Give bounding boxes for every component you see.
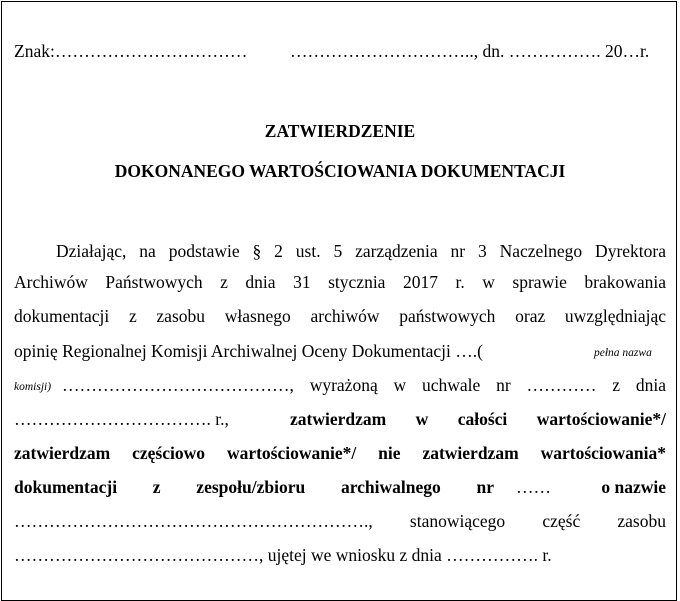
commission-hint-end: komisji)	[14, 381, 52, 393]
place-date-field: ………………………….., dn. ……………. 20…r.	[290, 41, 650, 61]
body-line-4-text: opinię Regionalnej Komisji Archiwalnej Oceny Dokumentacji ….(	[14, 341, 483, 361]
document-title: ZATWIERDZENIE	[264, 121, 416, 141]
body-line-6b: zatwierdzam w całości wartościowanie*/	[290, 409, 666, 429]
body-line-1: Działając, na podstawie § 2 ust. 5 zarządzenia nr 3 Naczelnego Dyrektora	[56, 241, 666, 261]
body-line-8b: ……	[516, 477, 551, 497]
body-line-5: …………………………………, wyrażoną w uchwale nr ………… z dnia	[62, 375, 666, 395]
body-line-10: ……………………………………, ujętej we wniosku z dnia ……………. r.	[14, 545, 552, 565]
body-line-4	[14, 340, 483, 362]
body-line-3: dokumentacji z zasobu własnego archiwów państwowych oraz uwzględniając	[14, 306, 666, 326]
body-line-7: zatwierdzam częściowo wartościowanie*/ nie zatwierdzam wartościowania*	[14, 443, 666, 463]
commission-name-hint: pełna nazwa	[594, 347, 652, 359]
body-line-2: Archiwów Państwowych z dnia 31 stycznia 2017 r. w sprawie brakowania	[14, 272, 666, 292]
body-line-9: ……………………………………………………., stanowiącego część zasobu	[14, 511, 666, 531]
document-subtitle: DOKONANEGO WARTOŚCIOWANIA DOKUMENTACJI	[114, 161, 566, 181]
sign-field: Znak:……………………………	[14, 41, 248, 61]
body-line-8a: dokumentacji z zespołu/zbioru archiwalnego nr	[14, 477, 494, 497]
body-line-8c: o nazwie	[601, 477, 666, 497]
body-line-6a: ……………………………. r.,	[14, 409, 229, 429]
